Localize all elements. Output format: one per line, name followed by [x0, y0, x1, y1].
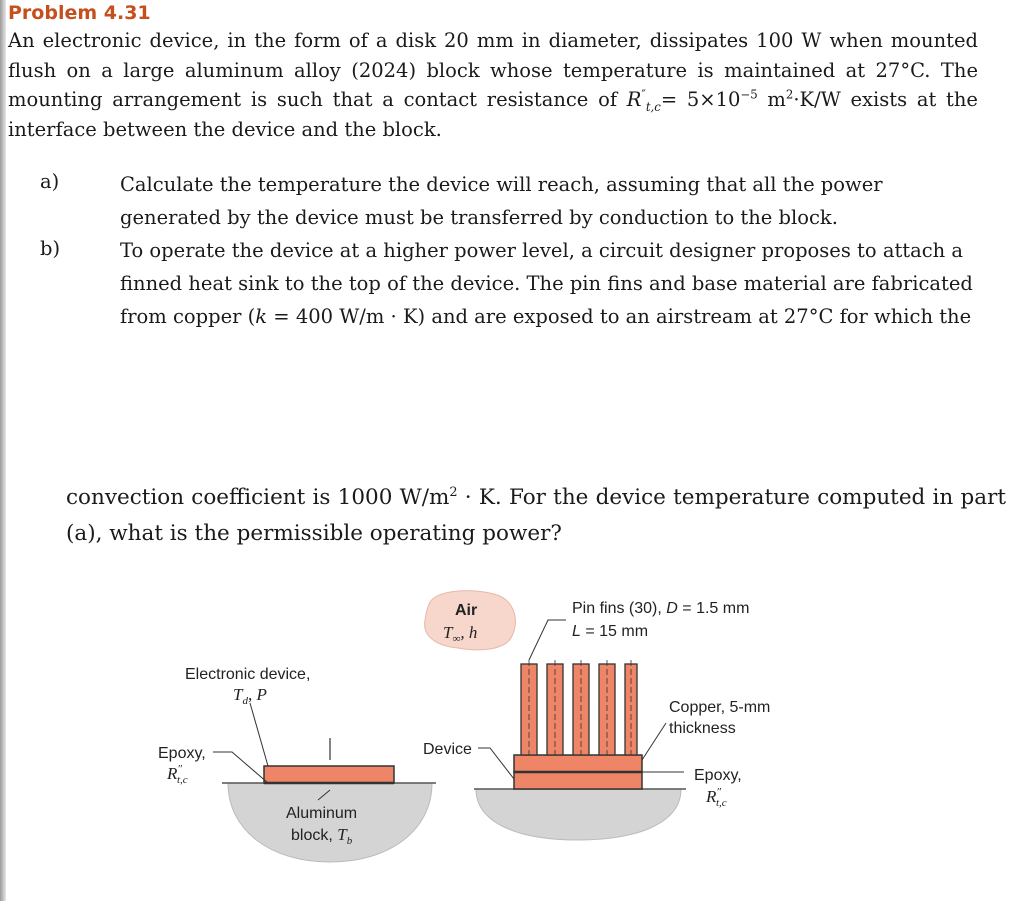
diameter-value: = 1.5 mm [677, 600, 750, 617]
contact-resistance-prime: ″ [641, 87, 646, 102]
copper-label: Copper, 5-mm [669, 699, 771, 716]
device-temp-power [233, 685, 267, 707]
conductivity-symbol: k [255, 305, 268, 328]
epoxy-resistance-left [166, 763, 188, 786]
block-word: block, [291, 827, 338, 844]
air-conditions [443, 623, 477, 645]
intro-text: An electronic device, in the form of a disk 20 mm in diameter, dissipates 100 W when mounted flush on a large aluminum alloy (2024) block whose temperature is maintained at 27°C. The mounting arrangement is such that a contact resistance of [8, 29, 978, 111]
r-prime-right: ″ [716, 786, 721, 798]
tinf-subscript: ∞ [452, 633, 461, 645]
h-symbol: , h [460, 623, 478, 642]
aluminum-block-right [476, 789, 681, 840]
part-b-text [120, 234, 978, 333]
device-right [514, 772, 642, 789]
part-b-text-1: To operate the device at a higher power level, a circuit designer proposes to attach a finned heat sink to the top of the device. The pin fins and base material are fabricated from copper ( [120, 239, 973, 328]
r-subscript-right: t,c [715, 797, 727, 809]
pin-fins [521, 664, 637, 755]
part-b-continuation [66, 480, 1006, 552]
tb-symbol: T [337, 825, 347, 844]
r-prime-left: ″ [177, 763, 182, 775]
unit-m: m [757, 88, 786, 111]
part-b-cont-2: · K. For the device temperature computed in part (a), what is the permissible operating power? [66, 485, 1006, 546]
copper-leader [642, 723, 666, 760]
part-a-label: a) [40, 170, 60, 193]
pin-length-label [572, 623, 648, 640]
unit-square-b: 2 [449, 484, 458, 500]
electronic-device-disk [264, 766, 394, 783]
device-label: Electronic device, [185, 666, 311, 683]
device-leader-right [478, 748, 514, 779]
power-symbol: , P [247, 685, 267, 704]
epoxy-label-left: Epoxy, [158, 745, 206, 762]
tinf-symbol: T [443, 623, 453, 642]
r-symbol-right: R [706, 787, 717, 806]
contact-resistance-value: = 5×10 [660, 88, 741, 111]
part-a-text: Calculate the temperature the device will reach, assuming that all the power generated by the device must be transferred by conduction to the block. [120, 173, 883, 229]
fin-leader [529, 620, 566, 660]
problem-intro [8, 26, 978, 144]
contact-resistance-subscript: t,c [645, 99, 661, 114]
part-b-cont-1: convection coefficient is 1000 W/m [66, 485, 450, 510]
contact-resistance-symbol: R [626, 88, 642, 111]
exponent: −5 [740, 87, 758, 102]
length-symbol: L [572, 623, 581, 640]
part-b-label: b) [40, 237, 61, 260]
part-b-text-2: = 400 W/m · K) and are exposed to an airstream at 27°C for which the [267, 305, 972, 328]
intro-text-end: ·K/W exists at the interface between the device and the block. [8, 88, 978, 141]
pin-fin-label [572, 600, 749, 617]
problem-title: Problem 4.31 [8, 2, 151, 24]
pin-fin-count: Pin fins (30), [572, 600, 667, 617]
epoxy-leader-left [213, 752, 268, 783]
td-symbol: T [233, 685, 243, 704]
r-subscript-left: t,c [176, 774, 188, 786]
tb-subscript: b [346, 835, 353, 847]
length-value: = 15 mm [580, 623, 649, 640]
copper-thickness-label: thickness [669, 720, 736, 737]
copper-base [514, 755, 642, 772]
r-symbol-left: R [167, 764, 178, 783]
diameter-symbol: D [666, 600, 678, 617]
epoxy-resistance-right [705, 786, 727, 809]
unit-square: 2 [785, 87, 794, 102]
device-leader [250, 703, 268, 766]
epoxy-label-right: Epoxy, [694, 767, 742, 784]
td-subscript: d [242, 695, 248, 707]
device-label-right: Device [423, 741, 472, 758]
heat-sink-figure [0, 580, 1024, 901]
aluminum-label: Aluminum [286, 805, 358, 822]
block-temp-label [291, 825, 353, 847]
aluminum-block [228, 783, 432, 862]
air-label: Air [455, 602, 478, 619]
